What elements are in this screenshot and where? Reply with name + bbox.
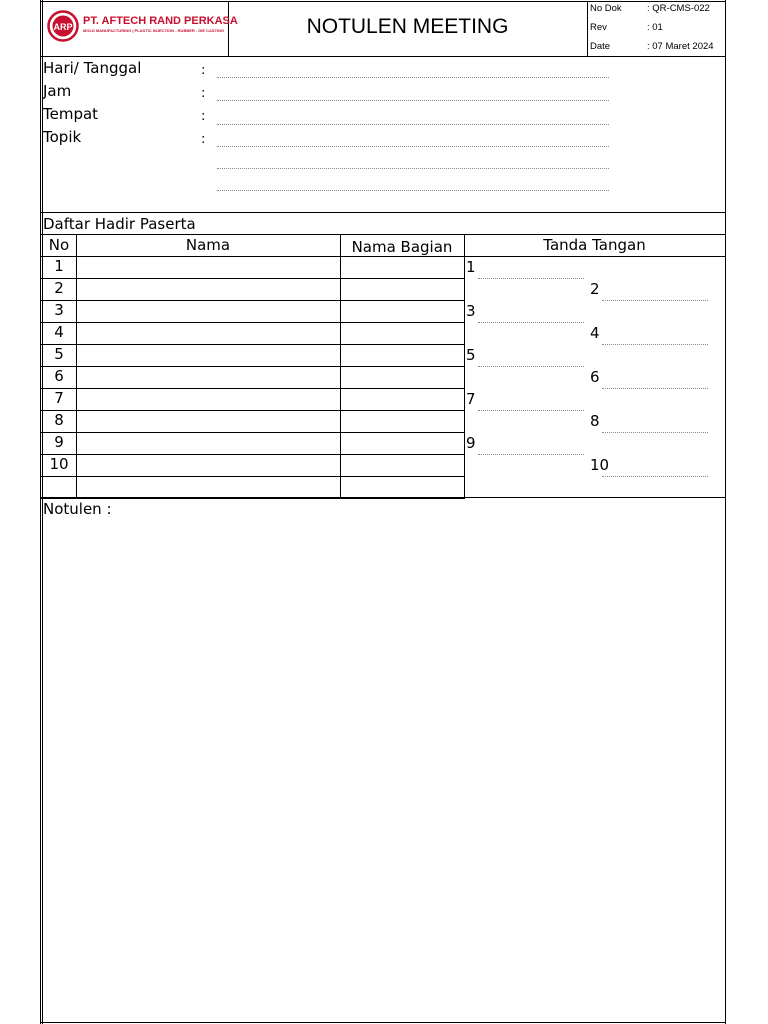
company-tagline: MOLD MANUFACTURING | PLASTIC INJECTION - RUBBER - DIE CASTING	[83, 28, 225, 33]
department-cell[interactable]	[341, 455, 463, 476]
department-cell[interactable]	[341, 279, 463, 300]
document-title: NOTULEN MEETING	[306, 15, 509, 38]
row-number: 9	[54, 433, 64, 451]
row-number: 10	[49, 455, 69, 473]
signature-number: 5	[466, 346, 476, 364]
topic-fill-line[interactable]	[217, 190, 609, 191]
signature-line[interactable]	[478, 322, 584, 323]
department-cell[interactable]	[341, 345, 463, 366]
row-number: 6	[54, 367, 64, 385]
department-cell[interactable]	[341, 477, 463, 498]
signature-line[interactable]	[478, 410, 584, 411]
signature-line[interactable]	[602, 344, 708, 345]
signature-number: 2	[590, 280, 600, 298]
name-cell[interactable]	[77, 411, 339, 432]
signature-line[interactable]	[602, 300, 708, 301]
signature-number: 7	[466, 390, 476, 408]
department-cell[interactable]	[341, 367, 463, 388]
department-cell[interactable]	[341, 411, 463, 432]
signature-number: 6	[590, 368, 600, 386]
date-fill-line[interactable]	[217, 77, 609, 78]
name-cell[interactable]	[77, 477, 339, 498]
department-cell[interactable]	[341, 257, 463, 278]
field-label-topic: Topik	[43, 128, 82, 146]
signature-line[interactable]	[478, 454, 584, 455]
row-number: 2	[54, 279, 64, 297]
logo-emblem-icon	[47, 10, 79, 42]
row-number: 7	[54, 389, 64, 407]
signature-line[interactable]	[602, 432, 708, 433]
field-colon: :	[201, 63, 206, 78]
column-header-no: No	[48, 236, 70, 254]
name-cell[interactable]	[77, 323, 339, 344]
place-fill-line[interactable]	[217, 124, 609, 125]
name-cell[interactable]	[77, 345, 339, 366]
department-cell[interactable]	[341, 301, 463, 322]
column-header-signature: Tanda Tangan	[543, 236, 646, 254]
signature-number: 10	[590, 456, 610, 474]
field-colon: :	[201, 86, 206, 101]
name-cell[interactable]	[77, 367, 339, 388]
signature-line[interactable]	[478, 278, 584, 279]
column-header-department: Nama Bagian	[351, 238, 453, 256]
notes-area[interactable]	[43, 522, 723, 1020]
signature-number: 3	[466, 302, 476, 320]
field-colon: :	[201, 132, 206, 147]
field-colon: :	[201, 109, 206, 124]
signature-number: 1	[466, 258, 476, 276]
row-number: 5	[54, 345, 64, 363]
logo-text: ARP	[53, 22, 73, 32]
field-label-time: Jam	[43, 82, 72, 100]
name-cell[interactable]	[77, 279, 339, 300]
row-number: 1	[54, 257, 64, 275]
doc-number-value: : QR-CMS-022	[647, 3, 710, 14]
topic-fill-line[interactable]	[217, 168, 609, 169]
department-cell[interactable]	[341, 433, 463, 454]
company-logo	[47, 10, 238, 44]
signature-line[interactable]	[602, 476, 708, 477]
signature-line[interactable]	[478, 366, 584, 367]
attendance-title: Daftar Hadir Paserta	[43, 215, 196, 233]
department-cell[interactable]	[341, 389, 463, 410]
field-label-place: Tempat	[43, 105, 99, 123]
name-cell[interactable]	[77, 455, 339, 476]
row-number: 3	[54, 301, 64, 319]
topic-fill-line[interactable]	[217, 146, 609, 147]
time-fill-line[interactable]	[217, 100, 609, 101]
name-cell[interactable]	[77, 257, 339, 278]
notes-label: Notulen :	[43, 500, 112, 518]
column-header-name: Nama	[185, 236, 231, 254]
revision-value: : 01	[647, 22, 663, 33]
signature-number: 8	[590, 412, 600, 430]
date-value: : 07 Maret 2024	[647, 41, 714, 52]
name-cell[interactable]	[77, 389, 339, 410]
doc-number-label: No Dok	[590, 3, 622, 14]
signature-number: 9	[466, 434, 476, 452]
signature-number: 4	[590, 324, 600, 342]
row-number: 8	[54, 411, 64, 429]
field-label-date: Hari/ Tanggal	[43, 59, 142, 77]
name-cell[interactable]	[77, 301, 339, 322]
company-name: PT. AFTECH RAND PERKASA	[83, 15, 238, 27]
revision-label: Rev	[590, 22, 607, 33]
date-label: Date	[590, 41, 611, 52]
department-cell[interactable]	[341, 323, 463, 344]
signature-line[interactable]	[602, 388, 708, 389]
name-cell[interactable]	[77, 433, 339, 454]
row-number: 4	[54, 323, 64, 341]
